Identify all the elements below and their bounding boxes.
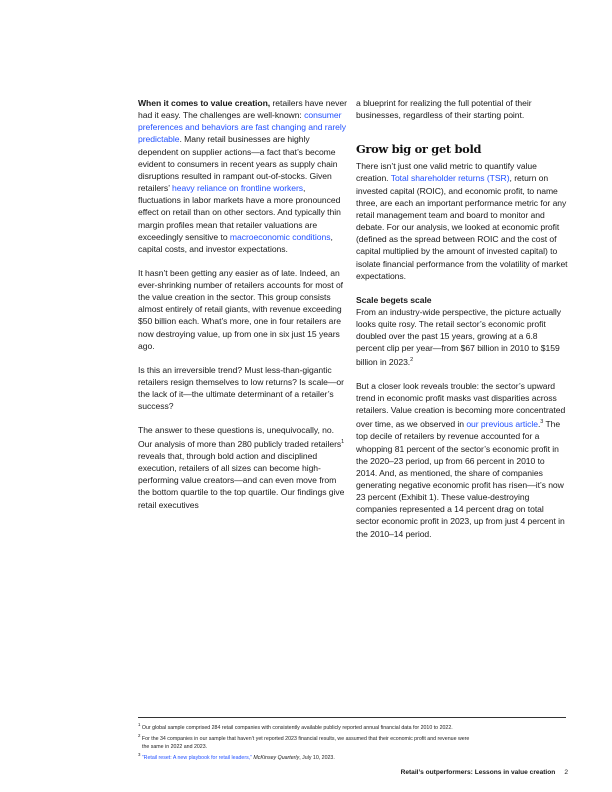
link-macroeconomic-conditions[interactable]: macroeconomic conditions	[229, 231, 331, 242]
link-consumer-preferences[interactable]: consumer preferences and behaviors are fast changing and rarely predictable	[138, 110, 346, 145]
body-paragraph-7: But a closer look reveals trouble: the sector’s upward trend in economic profit masks vast disparities across retailers. Value creation is becoming more concentrated over time, as we observed in our previous article.$^3$ The top decile of retailers by revenue accounted for a whopping 81 percent of the sector’s economic profit in the 2020–23 period, up from 66 percent in 2010 to 2014. And, as mentioned, the share of companies generating negative economic profit has risen—it’s now 23 percent (Exhibit 1). These value-destroying companies represented a 14 percent drag on total sector economic profit in 2023, up from just 4 percent in the 2010–14 period.	[356, 380, 566, 539]
footer-title: Retail’s outperformers: Lessons in value creation	[400, 769, 556, 776]
footnote-ref-1: 1	[341, 438, 345, 445]
footnote-ref-2: 2	[410, 357, 414, 364]
lead-in: When it comes to value creation,	[138, 98, 271, 108]
subheading: Scale begets scale	[356, 294, 432, 305]
page-footer	[401, 769, 568, 776]
right-column	[356, 97, 568, 551]
body-paragraph-6: From an industry-wide perspective, the picture actually looks quite rosy. The retail sector’s economic profit doubled over the past 15 years, growing at a 6.8 percent clip per year—from $67 billion in 2010 to $159 billion in 2023.$^2$	[356, 306, 562, 368]
footnotes	[138, 721, 568, 762]
body-paragraph-4: The answer to these questions is, unequivocally, no. Our analysis of more than 280 publicly traded retailers$^1$ reveals that, through bold action and disciplined execution, retailers of all sizes can become high-performing value creators—and can even move from the bottom quartile to the top quartile. Our findings give retail executives	[138, 424, 345, 510]
footnote-3: $^3$ “Retail reset: A new playbook for retail leaders,” McKinsey Quarterly, July 10, 2023.	[138, 751, 335, 761]
footnote-divider	[138, 717, 566, 718]
body-paragraph-5: There isn’t just one valid metric to quantify value creation. Total shareholder returns (TSR), return on invested capital (ROIC), and economic profit, to name three, are each an important performance metric for any retail management team and board to monitor and debate. For our analysis, we looked at economic profit (defined as the spread between ROIC and the cost of capital multiplied by the amount of invested capital) to isolate financial performance from the volatility of market expectations.	[356, 161, 568, 281]
section-heading: Grow big or get bold	[356, 142, 482, 157]
left-column	[138, 97, 350, 522]
body-paragraph-3: Is this an irreversible trend? Must less-than-gigantic retailers resign themselves to low returns? Is scale—or the lack of it—the ultimate determinant of a retailer’s success?	[138, 364, 344, 411]
link-retail-reset[interactable]: “Retail reset: A new playbook for retail leaders,”	[141, 754, 252, 761]
footnote-1: $^1$ Our global sample comprised 284 retail companies with consistently available publicly reported annual financial data for 2010 to 2022.	[138, 722, 453, 731]
link-tsr[interactable]: Total shareholder returns (TSR)	[390, 173, 510, 184]
page-number: 2	[564, 769, 568, 776]
intro-paragraph: When it comes to value creation, retailers have never had it easy. The challenges are well-known: consumer preferences and behaviors are fast changing and rarely predictable. Many retail businesses are highly dependent on supplier actions—a fact that’s become evident to consumers in recent years as supply chain disruptions resulted in rampant out-of-stocks. Given retailers’ heavy reliance on frontline workers, fluctuations in labor markets have a more pronounced effect on retail than on other sectors. And typically thin margin profiles mean that retailer valuations are exceedingly sensitive to macroeconomic conditions, capital costs, and investor expectations.	[138, 98, 347, 254]
footnote-ref-3: 3	[540, 419, 544, 426]
publication-name: McKinsey Quarterly	[253, 754, 300, 761]
link-frontline-workers[interactable]: heavy reliance on frontline workers	[172, 183, 304, 194]
link-previous-article[interactable]: our previous article	[466, 419, 538, 430]
continued-paragraph: a blueprint for realizing the full potential of their businesses, regardless of their starting point.	[356, 98, 532, 121]
footnote-2-continued: the same in 2022 and 2023.	[142, 743, 208, 750]
body-paragraph-2: It hasn’t been getting any easier as of late. Indeed, an ever-shrinking number of retailers accounts for most of the value creation in the sector. This group consists almost entirely of retail giants, with revenue exceeding $50 billion each. What’s more, one in four retailers are now destroying value, up from one in six just 15 years ago.	[138, 267, 344, 351]
footnote-2: $^2$ For the 34 companies in our sample that haven’t yet reported 2023 financial results, we assumed that their economic profit and revenue were	[138, 732, 470, 742]
